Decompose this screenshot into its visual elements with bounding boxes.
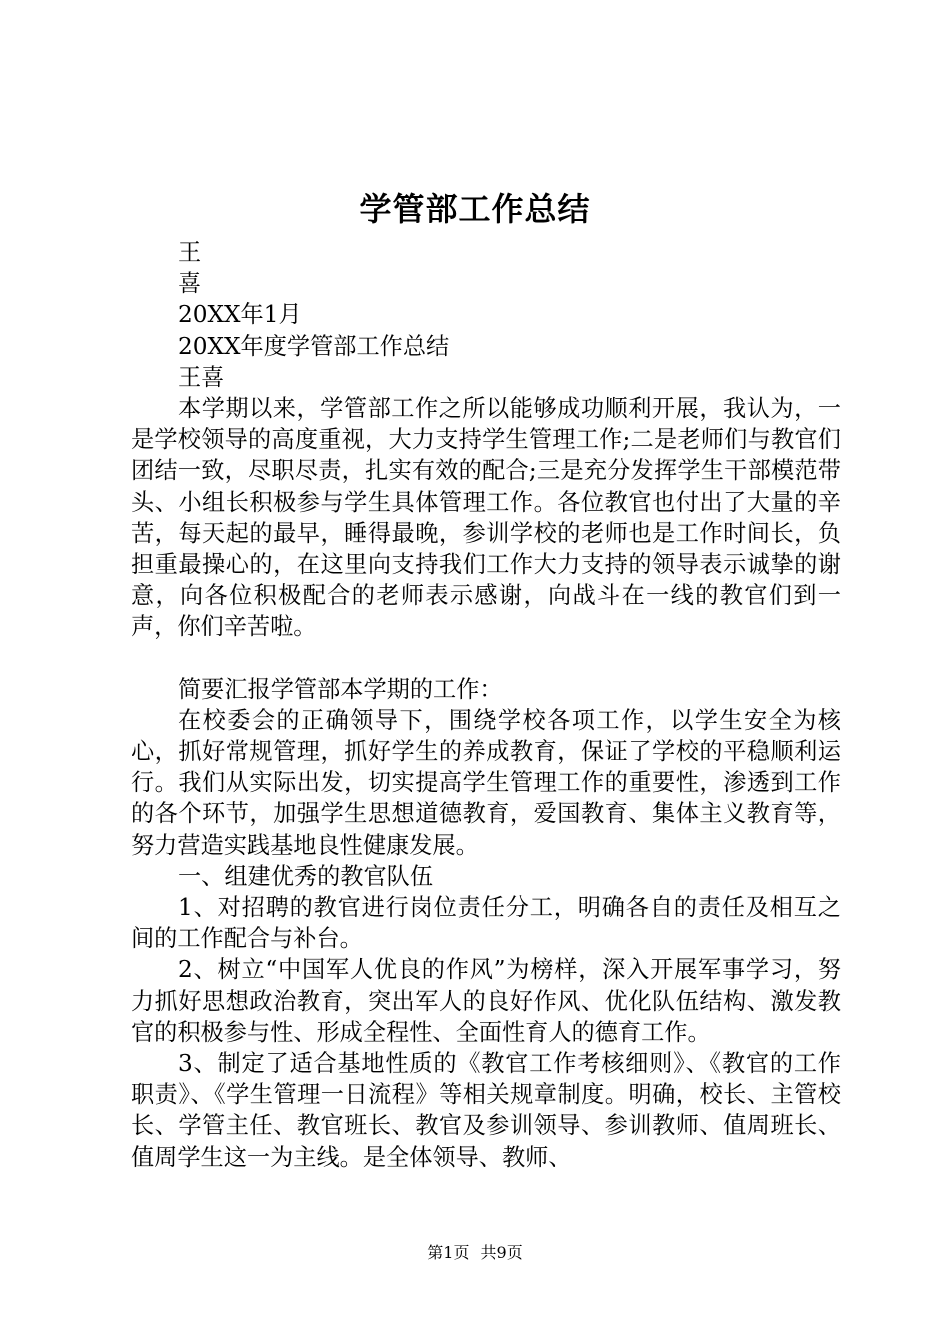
- paragraph-overview: 在校委会的正确领导下，围绕学校各项工作，以学生安全为核心，抓好常规管理，抓好学生的养成教育，保证了学校的平稳顺利运行。我们从实际出发，切实提高学生管理工作的重要性，渗透到工作的各个环节，加强学生思想道德教育，爱国教育、集体主义教育等，努力营造实践基地良性健康发展。: [131, 706, 841, 859]
- paragraph-intro: 本学期以来，学管部工作之所以能够成功顺利开展，我认为，一是学校领导的高度重视，大力支持学生管理工作;二是老师们与教官们团结一致，尽职尽责，扎实有效的配合;三是充分发挥学生干部模范带头、小组长积极参与学生具体管理工作。各位教官也付出了大量的辛苦，每天起的最早，睡得最晚，参训学校的老师也是工作时间长，负担重最操心的，在这里向支持我们工作大力支持的领导表示诚挚的谢意，向各位积极配合的老师表示感谢，向战斗在一线的教官们到一声，你们辛苦啦。: [131, 395, 841, 641]
- paragraph-item-2: 2、树立“中国军人优良的作风”为榜样，深入开展军事学习，努力抓好思想政治教育，突出军人的良好作风、优化队伍结构、激发教官的积极参与性、形成全程性、全面性育人的德育工作。: [131, 956, 841, 1046]
- page-total: 共9页: [480, 1243, 523, 1262]
- paragraph-item-1: 1、对招聘的教官进行岗位责任分工，明确各自的责任及相互之间的工作配合与补台。: [131, 894, 841, 953]
- author-full-line: 王喜: [178, 363, 225, 391]
- document-body: [131, 237, 841, 1173]
- section-heading-1: 一、组建优秀的教官队伍: [178, 862, 434, 890]
- author-line-2: 喜: [178, 270, 202, 298]
- author-line-1: 王: [178, 239, 202, 266]
- document-title: 学管部工作总结: [359, 190, 591, 228]
- paragraph-summary-heading: 简要汇报学管部本学期的工作：: [178, 675, 503, 703]
- paragraph-gap: [131, 643, 841, 674]
- subtitle-line: 20XX年度学管部工作总结: [178, 332, 450, 360]
- paragraph-item-3: 3、制定了适合基地性质的《教官工作考核细则》、《教官的工作职责》、《学生管理一日流程》等相关规章制度。明确，校长、主管校长、学管主任、教官班长、教官及参训领导、参训教师、值周班长、值周学生这一为主线。是全体领导、教师、: [131, 1050, 841, 1171]
- date-line: 20XX年1月: [178, 301, 302, 329]
- page-footer: [0, 1242, 950, 1264]
- page-number: 第1页: [427, 1243, 470, 1262]
